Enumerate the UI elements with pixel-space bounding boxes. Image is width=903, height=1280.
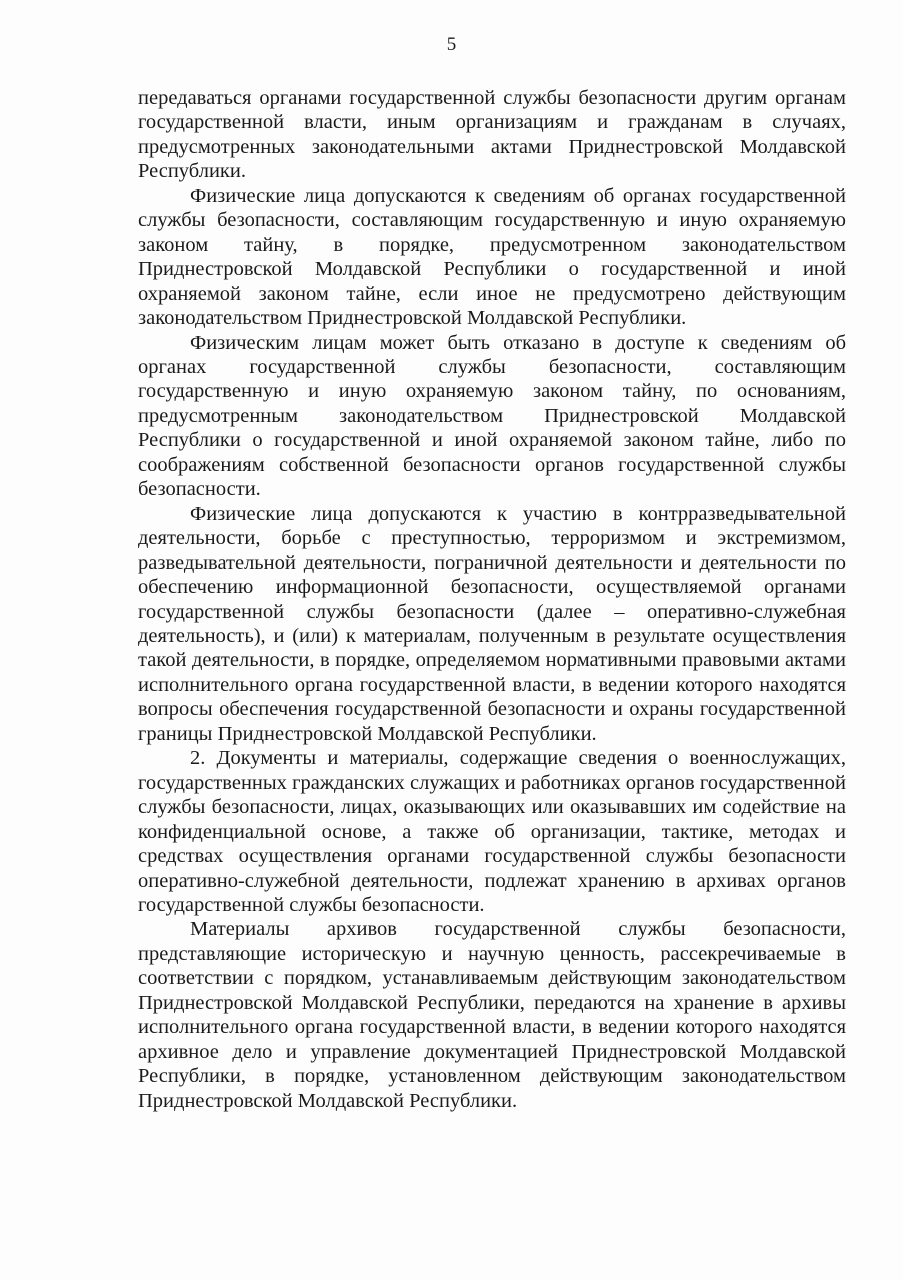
- page-number: 5: [446, 34, 457, 55]
- paragraph-item-2-documents-storage: 2. Документы и материалы, содержащие сведения о военнослужащих, государственных гражданских служащих и работниках органов государственной службы безопасности, лицах, оказывающих или оказывавших им содействие на конфиденциальной основе, а также об организации, тактике, методах и средствах осуществления органами государственной службы безопасности оперативно-служебной деятельности, подлежат хранению в архивах органов государственной службы безопасности.: [138, 747, 846, 916]
- paragraph-continuation: передаваться органами государственной службы безопасности другим органам государственной власти, иным организациям и гражданам в случаях, предусмотренных законодательными актами Приднестровской Молдавской Республики.: [138, 87, 846, 183]
- paragraph-operational-activity-access: Физические лица допускаются к участию в контрразведывательной деятельности, борьбе с преступностью, терроризмом и экстремизмом, разведывательной деятельности, пограничной деятельности и деятельности по обеспечению информационной безопасности, осуществляемой органами государственной службы безопасности (далее – оперативно-служебная деятельность), и (или) к материалам, полученным в результате осуществления такой деятельности, в порядке, определяемом нормативными правовыми актами исполнительного органа государственной власти, в ведении которого находятся вопросы обеспечения государственной безопасности и охраны государственной границы Приднестровской Молдавской Республики.: [138, 502, 846, 745]
- paragraph-archive-materials: Материалы архивов государственной службы безопасности, представляющие историческую и научную ценность, рассекречиваемые в соответствии с порядком, устанавливаемым действующим законодательством Приднестровской Молдавской Республики, передаются на хранение в архивы исполнительного органа государственной власти, в ведении которого находятся архивное дело и управление документацией Приднестровской Молдавской Республики, в порядке, установленном действующим законодательством Приднестровской Молдавской Республики.: [138, 918, 846, 1112]
- document-body: [138, 86, 846, 1113]
- paragraph-access-to-secret-information: Физические лица допускаются к сведениям об органах государственной службы безопасности, составляющим государственную и иную охраняемую законом тайну, в порядке, предусмотренном законодательством Приднестровской Молдавской Республики о государственной и иной охраняемой законом тайне, если иное не предусмотрено действующим законодательством Приднестровской Молдавской Республики.: [138, 184, 846, 330]
- paragraph-access-refusal: Физическим лицам может быть отказано в доступе к сведениям об органах государственной службы безопасности, составляющим государственную и иную охраняемую законом тайну, по основаниям, предусмотренным законодательством Приднестровской Молдавской Республики о государственной и иной охраняемой законом тайне, либо по соображениям собственной безопасности органов государственной службы безопасности.: [138, 331, 846, 501]
